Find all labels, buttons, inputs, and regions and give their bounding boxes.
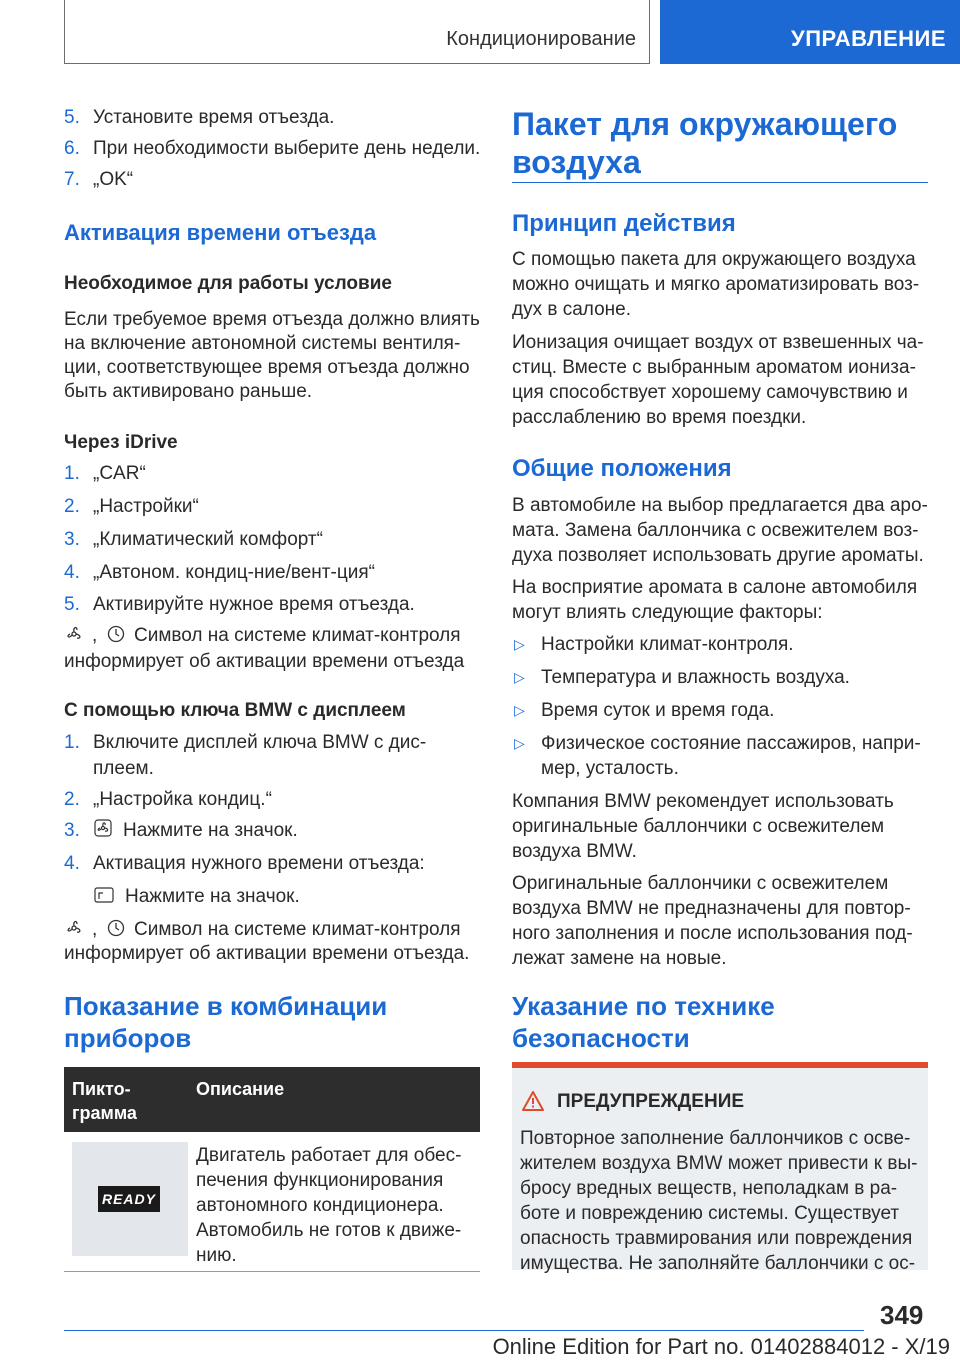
step-text: „Настройки“ <box>93 496 199 517</box>
clock-icon <box>106 918 126 938</box>
activation-heading: Активация времени отъезда <box>64 220 377 245</box>
symbol-note: Символ на системе климат-контроля <box>134 625 461 646</box>
step-text: „Автоном. кондиц-ние/вент-ция“ <box>93 562 375 583</box>
fan-display-icon <box>93 818 113 838</box>
safety-heading: Указание по технике <box>512 991 775 1021</box>
table-desc: автономного кондиционера. <box>196 1195 444 1216</box>
page-title: воздуха <box>512 144 641 180</box>
idrive-heading: Через iDrive <box>64 432 178 453</box>
step-text: „Климатический комфорт“ <box>93 529 323 550</box>
step-text: Установите время отъезда. <box>93 107 335 128</box>
factor-item: мер, усталость. <box>541 758 679 779</box>
general-text: В автомобиле на выбор предлагается два аро- <box>512 495 928 516</box>
warning-text: бросу вредных веществ, неполадкам в ра- <box>520 1178 898 1199</box>
col-description: Описание <box>196 1079 285 1099</box>
ready-pictogram: READY <box>98 1186 160 1212</box>
condition-text: на включение автономной системы вентиля- <box>64 333 461 354</box>
key-heading: С помощью ключа BMW с дисплеем <box>64 700 406 721</box>
step-number: 3. <box>64 529 80 550</box>
table-desc: Автомобиль не готов к движе- <box>196 1220 462 1241</box>
symbol-note: информирует об активации времени отъезда. <box>64 943 470 964</box>
step-text: Активация нужного времени отъезда: <box>93 853 425 874</box>
principle-text: можно очищать и мягко ароматизировать воз- <box>512 274 920 295</box>
step-number: 6. <box>64 138 80 159</box>
step-number: 1. <box>64 732 80 753</box>
original-text: лежат замене на новые. <box>512 948 727 969</box>
factor-item: Время суток и время года. <box>541 700 775 721</box>
condition-text: Если требуемое время отъезда должно влиять <box>64 309 480 330</box>
ionization-text: стиц. Вместе с выбранным ароматом иониза- <box>512 357 916 378</box>
original-text: ного заполнения и после использования под- <box>512 923 913 944</box>
ionization-text: ция способствует хорошему самочувствию и <box>512 382 908 403</box>
step-number: 3. <box>64 820 80 841</box>
condition-text: ции, соответствующее время отъезда должно <box>64 357 470 378</box>
factor-item: Настройки климат-контроля. <box>541 634 794 655</box>
step-number: 5. <box>64 594 80 615</box>
principle-text: С помощью пакета для окружающего воздуха <box>512 249 916 270</box>
factor-item: Физическое состояние пассажиров, напри- <box>541 733 921 754</box>
ionization-text: Ионизация очищает воздух от взвешенных ча- <box>512 332 924 353</box>
general-text: мата. Замена баллончика с освежителем воз- <box>512 520 919 541</box>
press-icon-text: Нажмите на значок. <box>125 886 300 907</box>
display-heading: Показание в комбинации <box>64 991 388 1021</box>
title-rule <box>512 182 928 183</box>
step-text: „CAR“ <box>93 463 146 484</box>
step-text: Включите дисплей ключа BMW с дис- <box>93 732 427 753</box>
clock-icon <box>106 624 126 644</box>
original-text: Оригинальные баллончики с освежителем <box>512 873 889 894</box>
bullet-triangle-icon: ▷ <box>514 669 525 685</box>
factors-intro: На восприятие аромата в салоне автомобиля <box>512 577 918 598</box>
bmw-recommend: Компания BMW рекомендует использовать <box>512 791 894 812</box>
step-number: 4. <box>64 853 80 874</box>
table-desc: печения функционирования <box>196 1170 444 1191</box>
fan-icon <box>64 624 84 644</box>
step-text: „Настройка кондиц.“ <box>93 789 272 810</box>
warning-text: жителем воздуха BMW может привести к вы- <box>520 1153 918 1174</box>
table-bottom-rule <box>64 1271 480 1272</box>
general-heading: Общие положения <box>512 455 732 482</box>
step-number: 2. <box>64 496 80 517</box>
col-pictogram: Пикто- <box>72 1079 131 1099</box>
step-text: Нажмите на значок. <box>123 820 298 841</box>
bmw-recommend: воздуха BMW. <box>512 841 637 862</box>
footer-rule <box>64 1330 864 1331</box>
edition-text: Online Edition for Part no. 01402884012 - X/19 <box>492 1334 950 1359</box>
symbol-note: информирует об активации времени отъезда <box>64 651 465 672</box>
step-number: 1. <box>64 463 80 484</box>
table-desc: нию. <box>196 1245 237 1266</box>
safety-heading: безопасности <box>512 1023 690 1053</box>
principle-text: дух в салоне. <box>512 299 632 320</box>
step-number: 4. <box>64 562 80 583</box>
step-text: При необходимости выберите день недели. <box>93 138 481 159</box>
step-text: „OK“ <box>93 169 134 190</box>
step-text: плеем. <box>93 758 154 779</box>
step-number: 7. <box>64 169 80 190</box>
chapter-title: Кондиционирование <box>446 28 636 50</box>
table-desc: Двигатель работает для обес- <box>196 1145 462 1166</box>
general-text: духа позволяет использовать другие ароматы. <box>512 545 924 566</box>
factors-intro: могут влиять следующие факторы: <box>512 602 823 623</box>
col-pictogram: грамма <box>72 1103 137 1123</box>
symbol-note: Символ на системе климат-контроля <box>134 919 461 940</box>
principle-heading: Принцип действия <box>512 210 736 237</box>
warning-triangle-icon <box>521 1090 545 1112</box>
timer-display-icon <box>93 885 115 905</box>
page-title: Пакет для окружающего <box>512 106 898 142</box>
page-number: 349 <box>880 1300 924 1330</box>
fan-icon <box>64 918 84 938</box>
bullet-triangle-icon: ▷ <box>514 735 525 751</box>
warning-text: боте и повреждению системы. Существует <box>520 1203 900 1224</box>
bullet-triangle-icon: ▷ <box>514 636 525 652</box>
warning-text: Повторное заполнение баллончиков с осве- <box>520 1128 911 1149</box>
original-text: воздуха BMW не предназначены для повтор- <box>512 898 911 919</box>
step-text: Активируйте нужное время отъезда. <box>93 594 415 615</box>
ionization-text: расслаблению во время поездки. <box>512 407 807 428</box>
warning-text: имущества. Не заполняйте баллончики с ос- <box>520 1253 916 1274</box>
factor-item: Температура и влажность воздуха. <box>541 667 850 688</box>
condition-heading: Необходимое для работы условие <box>64 273 392 294</box>
display-heading: приборов <box>64 1023 192 1053</box>
step-number: 2. <box>64 789 80 810</box>
step-number: 5. <box>64 107 80 128</box>
bmw-recommend: оригинальные баллончики с освежителем <box>512 816 885 837</box>
bullet-triangle-icon: ▷ <box>514 702 525 718</box>
condition-text: быть активировано раньше. <box>64 381 313 402</box>
warning-title: ПРЕДУПРЕЖДЕНИЕ <box>557 1091 745 1112</box>
warning-text: опасность травмирования или повреждения <box>520 1228 913 1249</box>
section-title: УПРАВЛЕНИЕ <box>791 26 946 51</box>
